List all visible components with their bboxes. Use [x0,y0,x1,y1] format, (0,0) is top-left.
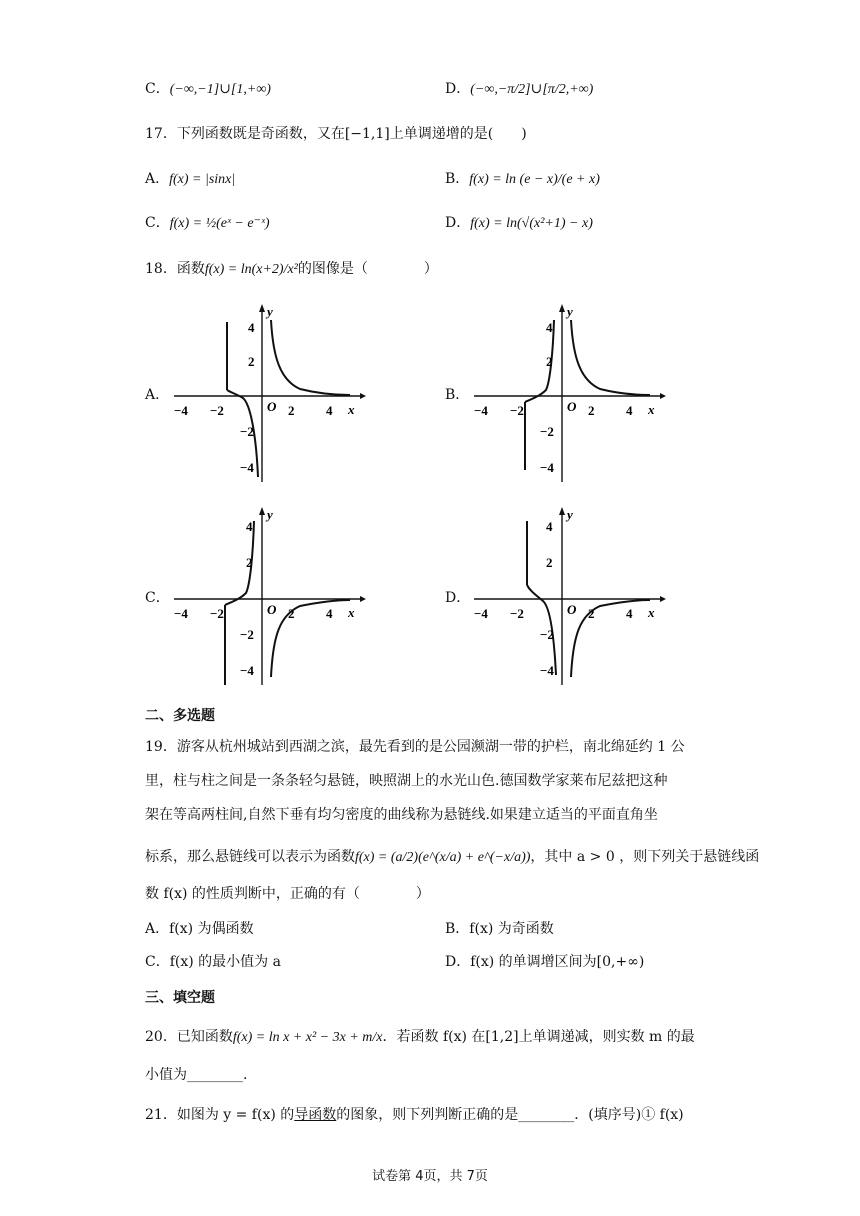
x-tick: 4 [326,403,333,418]
section-heading-fill-in: 三、填空题 [145,990,215,1006]
q18-option-a-label[interactable]: A． [145,387,170,403]
y-tick: 4 [248,320,255,335]
y-axis-label: y [567,304,573,319]
q16-option-c-math: (−∞,−1]∪[1,+∞) [169,82,271,97]
y-tick: −2 [240,627,254,642]
q19-line-2: 里，柱与柱之间是一条条轻匀悬链，映照湖上的水光山色.德国数学家莱布尼兹把这种 [145,773,668,789]
y-axis-label: y [267,304,273,319]
q18-graph-b[interactable] [470,302,670,488]
q19-option-a[interactable]: A．f(x) 为偶函数 [145,921,254,937]
y-tick: −2 [540,424,554,439]
q19-line-5: 数 f(x) 的性质判断中，正确的有（ ） [145,886,430,902]
origin-label: O [267,602,277,617]
q19-option-c[interactable]: C．f(x) 的最小值为 a [145,954,281,970]
x-tick: −4 [474,403,488,418]
x-tick: 4 [626,606,633,621]
q17-option-a[interactable]: A．f(x) = |sinx| [145,171,236,187]
x-tick: −2 [210,606,224,621]
q20-line-1: 20．已知函数f(x) = ln x + x² − 3x + m/x．若函数 f(x) 在[1,2]上单调递减，则实数 m 的最 [145,1029,695,1045]
q18-option-b-label[interactable]: B． [445,387,470,403]
y-tick: 4 [546,320,553,335]
q18-option-d-label[interactable]: D． [445,590,471,606]
q20-function: f(x) = ln x + x² − 3x + m/x [232,1030,383,1045]
x-axis-label: x [648,605,655,620]
x-tick: −2 [510,606,524,621]
axis-ticks [174,304,355,475]
x-tick: 2 [288,403,295,418]
section-heading-multiple-choice: 二、多选题 [145,708,215,724]
q17-option-d[interactable]: D．f(x) = ln(√(x²+1) − x) [445,215,593,231]
origin-label: O [267,399,277,414]
q19-line-4: 标系，那么悬链线可以表示为函数f(x) = (a/2)(e^(x/a) + e^(−x/a))，其中 a > 0 ，则下列关于悬链线函 [145,849,760,865]
q17-option-c[interactable]: C．f(x) = ½(eˣ − e⁻ˣ) [145,215,270,231]
q17-stem: 17．下列函数既是奇函数，又在[−1,1]上单调递增的是( ) [145,126,527,142]
y-tick: 4 [246,519,253,534]
x-axis-label: x [648,402,655,417]
catenary-function: f(x) = (a/2)(e^(x/a) + e^(−x/a)) [355,850,531,865]
x-axis-label: x [348,402,355,417]
y-axis-label: y [267,507,273,522]
x-tick: −2 [510,403,524,418]
q18-graph-d[interactable] [470,505,670,691]
q19-option-d[interactable]: D．f(x) 的单调增区间为[0,+∞) [445,954,645,970]
y-tick: −4 [540,663,554,678]
q16-option-d-math: (−∞,−π/2]∪[π/2,+∞) [470,82,594,97]
q16-option-d[interactable]: D．(−∞,−π/2]∪[π/2,+∞) [445,81,594,97]
y-tick: −4 [240,663,254,678]
y-tick: 2 [546,354,553,369]
x-tick: 2 [288,606,295,621]
x-tick: −2 [210,403,224,418]
q19-line-3: 架在等高两柱间,自然下垂有均匀密度的曲线称为悬链线.如果建立适当的平面直角坐 [145,807,658,823]
x-tick: −4 [174,403,188,418]
derivative-link[interactable]: 导函数 [294,1107,337,1123]
page-footer: 试卷第 4页，共 7页 [372,1169,488,1184]
q18-stem: 18．函数f(x) = ln(x+2)/x²的图像是（ ） [145,261,438,277]
x-tick: −4 [474,606,488,621]
y-tick: −2 [540,627,554,642]
q19-line-1: 19．游客从杭州城站到西湖之滨，最先看到的是公园濒湖一带的护栏，南北绵延约 1 公 [145,739,685,755]
origin-label: O [567,602,577,617]
q19-option-b[interactable]: B．f(x) 为奇函数 [445,921,554,937]
y-tick: −4 [540,460,554,475]
origin-label: O [567,399,577,414]
y-tick: −2 [240,424,254,439]
x-tick: 2 [588,606,595,621]
q18-function: f(x) = ln(x+2)/x² [204,262,298,277]
x-tick: 4 [326,606,333,621]
y-tick: 4 [546,519,553,534]
y-tick: −4 [240,460,254,475]
x-axis-label: x [348,605,355,620]
y-tick: 2 [546,555,553,570]
q21-line-1: 21．如图为 y = f(x) 的导函数的图象，则下列判断正确的是________．(填序号)① f(x) [145,1107,684,1123]
y-axis-label: y [567,507,573,522]
q20-line-2: 小值为________. [145,1067,248,1083]
x-tick: 2 [588,403,595,418]
q18-graph-a[interactable] [170,302,370,488]
q16-option-c[interactable]: C．(−∞,−1]∪[1,+∞) [145,81,271,97]
x-tick: −4 [174,606,188,621]
q17-option-b[interactable]: B．f(x) = ln (e − x)/(e + x) [445,171,600,187]
x-tick: 4 [626,403,633,418]
q18-graph-c[interactable] [170,505,370,691]
y-tick: 2 [248,354,255,369]
q18-option-c-label[interactable]: C． [145,590,170,606]
y-tick: 2 [246,555,253,570]
